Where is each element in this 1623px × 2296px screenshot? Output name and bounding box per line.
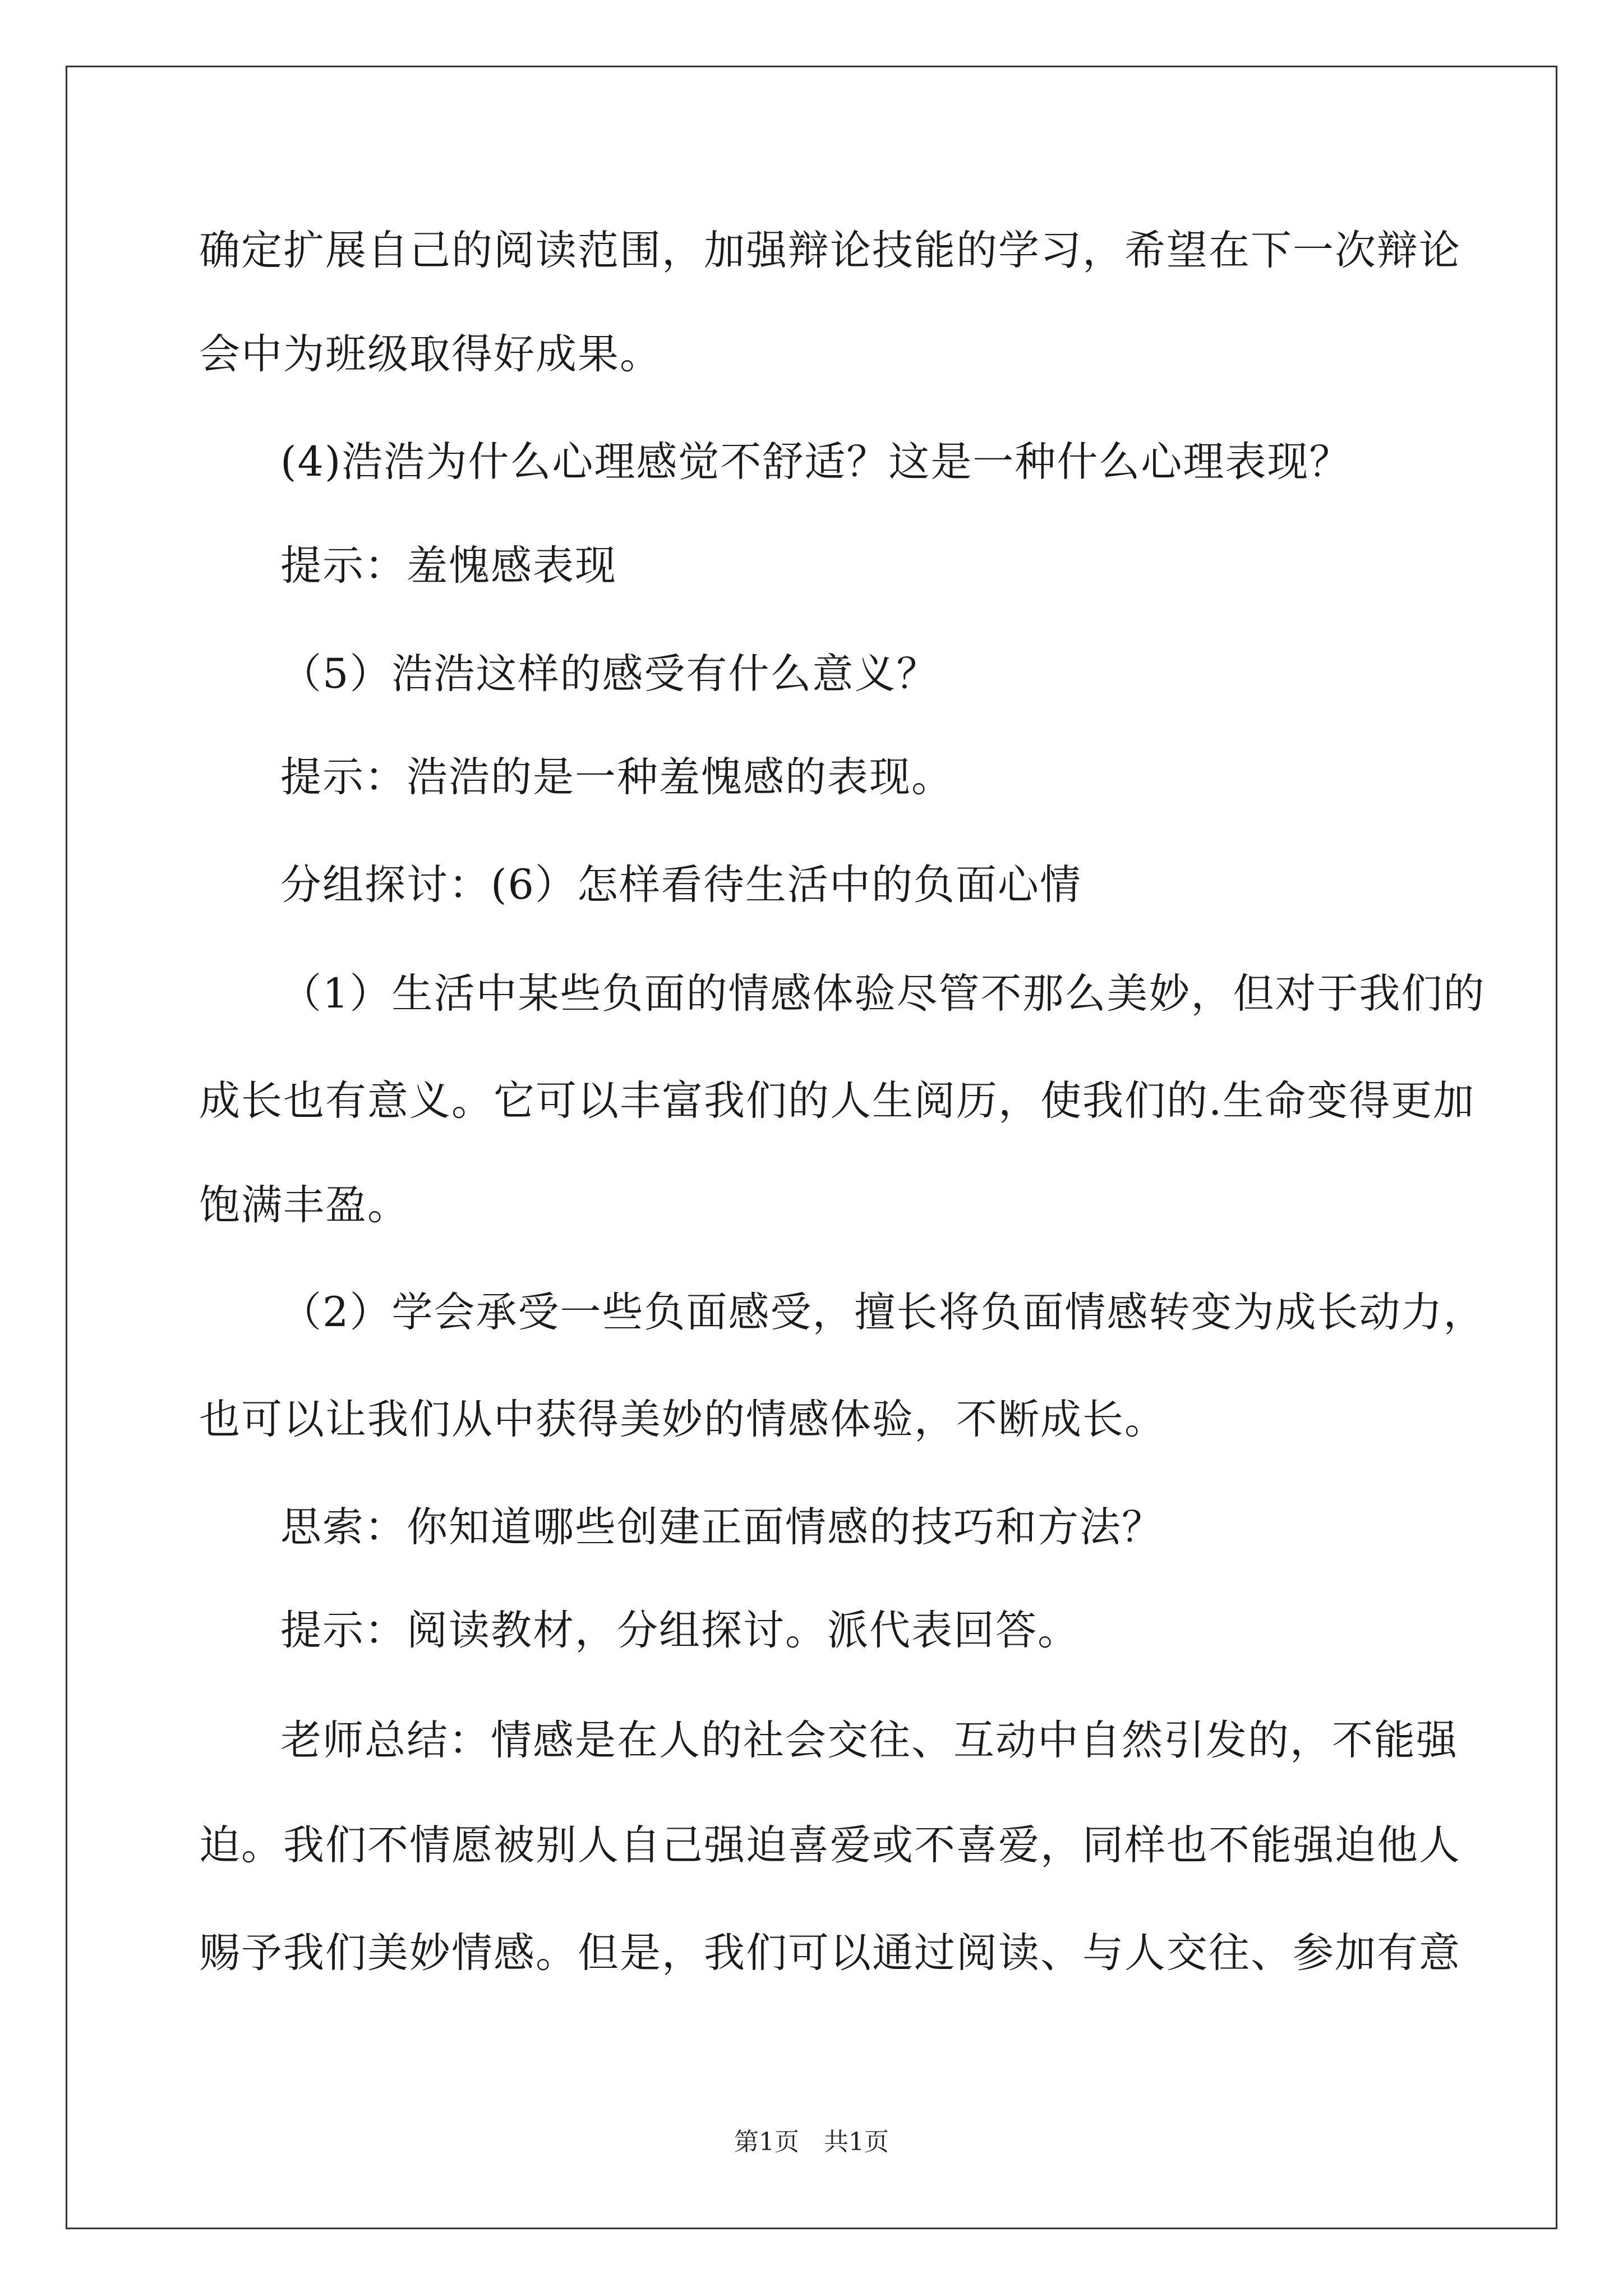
point-2-line-1: （2）学会承受一些负面感受，擅长将负面情感转变为成长动力，	[280, 1289, 1486, 1336]
point-1-line-3: 饱满丰盈。	[199, 1181, 409, 1229]
point-2-line-2: 也可以让我们从中获得美妙的情感体验，不断成长。	[199, 1396, 1166, 1443]
summary-line-2: 迫。我们不情愿被别人自己强迫喜爱或不喜爱，同样也不能强迫他人	[199, 1821, 1461, 1869]
summary-line-1: 老师总结：情感是在人的社会交往、互动中自然引发的，不能强	[280, 1717, 1458, 1764]
text-line-2: 会中为班级取得好成果。	[199, 330, 662, 378]
text-line-1: 确定扩展自己的阅读范围，加强辩论技能的学习，希望在下一次辩论	[199, 227, 1461, 274]
point-1-line-1: （1）生活中某些负面的情感体验尽管不那么美妙，但对于我们的	[280, 970, 1486, 1018]
summary-line-3: 赐予我们美妙情感。但是，我们可以通过阅读、与人交往、参加有意	[199, 1929, 1461, 1977]
hint-2: 提示：浩浩的是一种羞愧感的表现。	[280, 753, 953, 801]
page-border	[66, 66, 1557, 2229]
question-4: (4)浩浩为什么心理感觉不舒适？这是一种什么心理表现？	[280, 438, 1352, 486]
point-1-line-2: 成长也有意义。它可以丰富我们的人生阅历，使我们的.生命变得更加	[199, 1077, 1476, 1125]
hint-1: 提示：羞愧感表现	[280, 542, 617, 590]
hint-3: 提示：阅读教材，分组探讨。派代表回答。	[280, 1607, 1080, 1654]
question-5: （5）浩浩这样的感受有什么意义？	[280, 650, 939, 698]
think-question: 思索：你知道哪些创建正面情感的技巧和方法？	[280, 1503, 1164, 1551]
page-number-footer: 第1页 共1页	[734, 2128, 889, 2156]
group-discussion-6: 分组探讨：(6）怎样看待生活中的负面心情	[280, 861, 1082, 909]
